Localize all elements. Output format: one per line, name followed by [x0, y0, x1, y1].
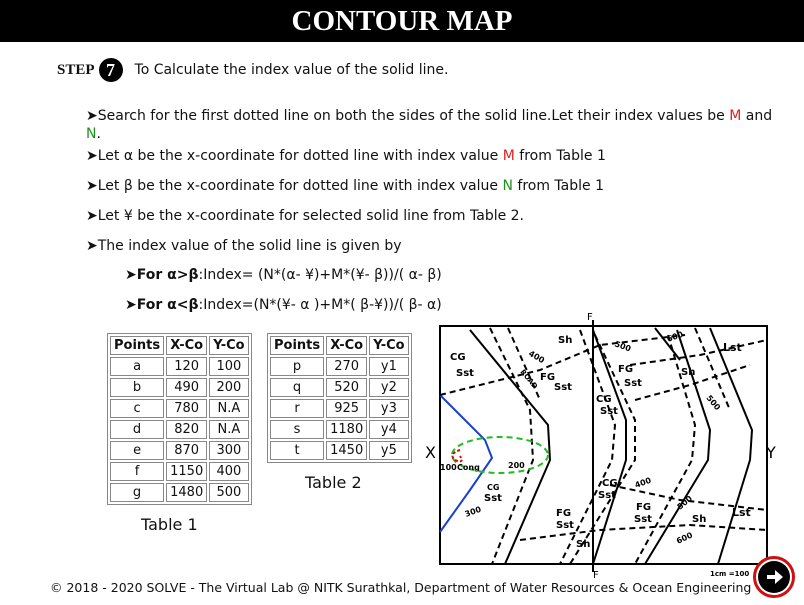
table-row: b 490 200: [110, 378, 249, 397]
table-row: g 1480 500: [110, 483, 249, 502]
bullet-arrow-icon: ➤: [86, 108, 98, 124]
table-2: [267, 333, 412, 463]
rock-label: CG: [596, 394, 612, 405]
rock-label: CG: [450, 352, 466, 363]
fault-label-bottom: F: [593, 570, 599, 581]
rock-label: Sh: [558, 335, 573, 346]
fault-label-top: F: [587, 312, 593, 323]
contour-value: 300: [463, 504, 483, 519]
formula-alpha-less: ➤For α<β:Index=(N*(¥- α )+M*( β-¥))/( β- α): [125, 297, 442, 313]
table-header: Y-Co: [369, 336, 408, 355]
table-row: q 520 y2: [270, 378, 409, 397]
rock-label: Sst: [634, 514, 652, 525]
table-row: c 780 N.A: [110, 399, 249, 418]
rock-label: Lst: [723, 341, 742, 354]
table-1-caption: Table 1: [141, 515, 198, 534]
rock-label: Lst: [732, 506, 751, 519]
footer-copyright: © 2018 - 2020 SOLVE - The Virtual Lab @ NITK Surathkal, Department of Water Resources & Ocean Engineering: [50, 580, 752, 595]
contour-value: 600: [675, 530, 694, 546]
formula-alpha-greater: ➤For α>β:Index= (N*(α- ¥)+M*(¥- β))/( α- β): [125, 267, 442, 283]
contour-value: 100: [440, 463, 457, 472]
contour-value: 400: [633, 475, 653, 490]
table-header: X-Co: [326, 336, 367, 355]
instruction-2: ➤Let α be the x-coordinate for dotted line with index value M from Table 1: [86, 148, 606, 164]
map-scale: 1cm =100: [710, 570, 750, 578]
table-header: X-Co: [166, 336, 207, 355]
table-row: f 1150 400: [110, 462, 249, 481]
table-row: d 820 N.A: [110, 420, 249, 439]
table-row: t 1450 y5: [270, 441, 409, 460]
step-description: To Calculate the index value of the solid line.: [134, 62, 449, 78]
page-title: CONTOUR MAP: [0, 0, 804, 42]
rock-label: Cong: [457, 463, 480, 472]
instruction-5: ➤The index value of the solid line is given by: [86, 238, 402, 254]
rock-label: Sst: [624, 378, 642, 389]
rock-label: Sst: [554, 382, 572, 393]
rock-label: Sh: [681, 367, 696, 378]
rock-label: Sst: [556, 520, 574, 531]
instruction-4: ➤Let ¥ be the x-coordinate for selected solid line from Table 2.: [86, 208, 525, 224]
contour-value: 600: [665, 329, 685, 344]
rock-label: Sh: [576, 539, 591, 550]
bullet-arrow-icon: ➤: [86, 178, 98, 194]
rock-label: FG: [540, 372, 556, 383]
contour-value: 200: [508, 461, 525, 470]
step-label: STEP: [57, 61, 95, 78]
rock-label: CG: [602, 478, 618, 489]
contour-value: 500: [613, 339, 633, 354]
table-row: s 1180 y4: [270, 420, 409, 439]
rock-label: Sh: [692, 514, 707, 525]
table-2-caption: Table 2: [305, 473, 362, 492]
rock-label: FG: [618, 364, 634, 375]
contour-value: 500: [675, 493, 695, 512]
rock-label: FG: [636, 502, 652, 513]
bullet-arrow-icon: ➤: [86, 238, 98, 254]
bullet-arrow-icon: ➤: [86, 148, 98, 164]
instruction-1: ➤Search for the first dotted line on both the sides of the solid line.Let their index values be M and N.: [86, 108, 773, 142]
table-1: [107, 333, 252, 505]
table-header: Points: [270, 336, 324, 355]
rock-label: Sst: [484, 493, 502, 504]
table-header: Points: [110, 336, 164, 355]
step-number-badge: 7: [99, 58, 123, 82]
road-label: ROAD: [518, 368, 539, 391]
rock-label: Sst: [456, 368, 474, 379]
table-row: p 270 y1: [270, 357, 409, 376]
rock-label: CG: [487, 483, 500, 492]
bullet-arrow-icon: ➤: [125, 267, 137, 283]
bullet-arrow-icon: ➤: [86, 208, 98, 224]
step-header: [57, 56, 448, 84]
next-arrow-icon: [758, 561, 790, 593]
contour-map: [425, 310, 776, 581]
rock-label: Sst: [600, 406, 618, 417]
rock-label: FG: [556, 508, 572, 519]
bullet-arrow-icon: ➤: [125, 297, 137, 313]
table-row: e 870 300: [110, 441, 249, 460]
table-row: r 925 y3: [270, 399, 409, 418]
contour-value: 400: [527, 348, 546, 366]
section-label-x: X: [425, 443, 436, 462]
contour-value: 500: [704, 393, 723, 413]
table-row: a 120 100: [110, 357, 249, 376]
table-header: Y-Co: [209, 336, 248, 355]
rock-label: Sst: [598, 490, 616, 501]
instruction-3: ➤Let β be the x-coordinate for dotted line with index value N from Table 1: [86, 178, 604, 194]
next-button[interactable]: [753, 556, 795, 598]
section-label-y: Y: [766, 443, 776, 462]
